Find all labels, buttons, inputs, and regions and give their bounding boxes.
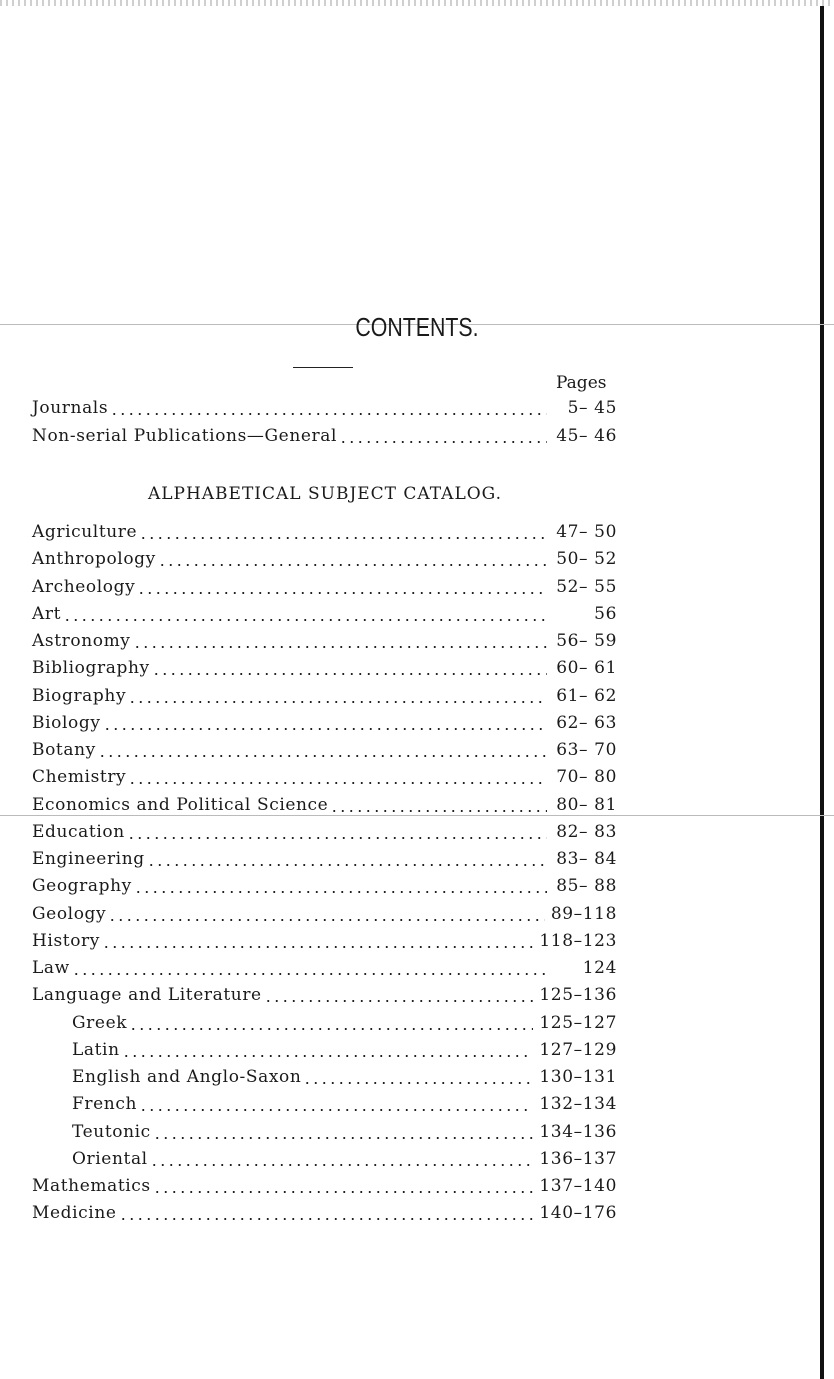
toc-entry-label: Journals xyxy=(32,398,109,418)
dot-leader xyxy=(119,1217,534,1221)
toc-entry[interactable] xyxy=(32,876,617,900)
toc-entry[interactable] xyxy=(32,1176,617,1200)
toc-entry-pages: 83– 84 xyxy=(556,849,617,869)
toc-entry-label: Mathematics xyxy=(32,1176,151,1196)
toc-entry-label: Astronomy xyxy=(32,631,131,651)
toc-subentry[interactable] xyxy=(72,1149,617,1173)
toc-subentry[interactable] xyxy=(72,1094,617,1118)
toc-row-front[interactable] xyxy=(32,426,617,450)
dot-leader xyxy=(129,1027,533,1031)
toc-subentry[interactable] xyxy=(72,1013,617,1037)
toc-entry-pages: 62– 63 xyxy=(556,712,617,733)
title-rule xyxy=(293,367,353,368)
dot-leader xyxy=(63,618,547,622)
toc-entry-label: Language and Literature xyxy=(32,985,262,1006)
toc-entry-pages: 45– 46 xyxy=(556,426,617,446)
page-title: CONTENTS. xyxy=(355,312,479,342)
toc-entry-label: Art xyxy=(32,603,62,624)
toc-entry-label: Non-serial Publications—General xyxy=(32,426,338,446)
dot-leader xyxy=(110,412,547,416)
toc-entry[interactable] xyxy=(32,849,617,873)
toc-entry-label: History xyxy=(32,930,100,951)
toc-entry-pages: 82– 83 xyxy=(556,821,617,842)
dot-leader xyxy=(147,863,547,867)
dot-leader xyxy=(133,645,547,649)
dot-leader xyxy=(98,754,547,758)
toc-entry-pages: 56– 59 xyxy=(556,631,617,651)
toc-entry-pages: 52– 55 xyxy=(556,576,617,597)
toc-entry-pages: 118–123 xyxy=(539,930,617,951)
scan-edge xyxy=(0,0,834,6)
toc-entry[interactable] xyxy=(32,1203,617,1227)
dot-leader xyxy=(128,700,547,704)
toc-entry-label: Biology xyxy=(32,712,101,733)
toc-entry-label: French xyxy=(72,1094,138,1115)
toc-row-front[interactable] xyxy=(32,398,617,422)
toc-entry-pages: 5– 45 xyxy=(567,398,617,418)
toc-entry[interactable] xyxy=(32,686,617,710)
dot-leader xyxy=(103,727,547,731)
dot-leader xyxy=(153,1136,534,1140)
toc-entry[interactable] xyxy=(32,958,617,982)
toc-entry-pages: 70– 80 xyxy=(556,767,617,788)
toc-entry-label: Biography xyxy=(32,685,127,706)
toc-entry[interactable] xyxy=(32,549,617,573)
dot-leader xyxy=(102,945,533,949)
toc-entry-pages: 80– 81 xyxy=(556,794,617,815)
toc-entry-label: Anthropology xyxy=(32,549,156,570)
toc-entry-label: Greek xyxy=(72,1012,128,1033)
dot-leader xyxy=(158,563,547,567)
toc-entry-label: Education xyxy=(32,821,125,842)
toc-entry-pages: 125–136 xyxy=(539,985,617,1006)
dot-leader xyxy=(339,440,547,444)
toc-entry[interactable] xyxy=(32,658,617,682)
toc-entry-pages: 63– 70 xyxy=(556,740,617,760)
toc-entry-pages: 47– 50 xyxy=(556,522,617,542)
toc-entry-pages: 85– 88 xyxy=(556,876,617,897)
dot-leader xyxy=(108,918,545,922)
toc-entry-pages: 137–140 xyxy=(539,1176,617,1196)
dot-leader xyxy=(122,1054,534,1058)
dot-leader xyxy=(127,836,547,840)
dot-leader xyxy=(139,536,547,540)
toc-entry-label: Medicine xyxy=(32,1203,117,1224)
toc-entry[interactable] xyxy=(32,631,617,655)
toc-entry[interactable] xyxy=(32,713,617,737)
toc-entry-pages: 127–129 xyxy=(539,1039,617,1060)
pages-column-header: Pages xyxy=(556,373,607,393)
toc-entry-label: Archeology xyxy=(32,576,136,597)
dot-leader xyxy=(264,999,534,1003)
dot-leader xyxy=(134,890,547,894)
dot-leader xyxy=(303,1081,533,1085)
toc-entry-pages: 134–136 xyxy=(539,1121,617,1142)
dot-leader xyxy=(152,672,547,676)
toc-entry-pages: 89–118 xyxy=(550,903,617,924)
toc-subentry[interactable] xyxy=(72,1040,617,1064)
toc-entry-pages: 136–137 xyxy=(539,1148,617,1169)
toc-entry[interactable] xyxy=(32,795,617,819)
toc-entry[interactable] xyxy=(32,822,617,846)
toc-entry-label: Geology xyxy=(32,903,107,924)
toc-entry-label: Chemistry xyxy=(32,767,127,788)
toc-entry[interactable] xyxy=(32,522,617,546)
toc-entry-label: Economics and Political Science xyxy=(32,794,329,815)
toc-entry-pages: 132–134 xyxy=(539,1094,617,1115)
toc-entry[interactable] xyxy=(32,931,617,955)
toc-entry[interactable] xyxy=(32,904,617,928)
toc-entry-pages: 125–127 xyxy=(539,1012,617,1033)
toc-entry-label: Bibliography xyxy=(32,658,150,679)
dot-leader xyxy=(139,1108,533,1112)
toc-entry[interactable] xyxy=(32,985,617,1009)
toc-entry-label: Oriental xyxy=(72,1148,148,1169)
toc-entry-pages: 56 xyxy=(594,603,617,624)
toc-entry-label: Latin xyxy=(72,1039,120,1060)
toc-entry-pages: 124 xyxy=(582,958,617,978)
section-heading: ALPHABETICAL SUBJECT CATALOG. xyxy=(147,484,503,504)
dot-leader xyxy=(137,591,547,595)
toc-subentry[interactable] xyxy=(72,1122,617,1146)
toc-entry-label: Geography xyxy=(32,876,132,897)
dot-leader xyxy=(150,1163,534,1167)
dot-leader xyxy=(72,972,547,976)
toc-entry-label: Teutonic xyxy=(72,1121,151,1142)
dot-leader xyxy=(153,1190,534,1194)
dot-leader xyxy=(128,781,547,785)
toc-entry[interactable] xyxy=(32,604,617,628)
toc-entry-pages: 60– 61 xyxy=(556,658,617,679)
toc-entry[interactable] xyxy=(32,740,617,764)
dot-leader xyxy=(330,809,547,813)
toc-entry-label: English and Anglo-Saxon xyxy=(72,1067,302,1087)
toc-entry[interactable] xyxy=(32,767,617,791)
toc-entry-label: Botany xyxy=(32,740,96,760)
toc-entry-label: Agriculture xyxy=(32,522,138,542)
toc-entry-pages: 130–131 xyxy=(539,1067,617,1087)
toc-entry-pages: 50– 52 xyxy=(556,549,617,570)
toc-entry[interactable] xyxy=(32,577,617,601)
toc-entry-label: Law xyxy=(32,958,70,978)
toc-entry-pages: 140–176 xyxy=(539,1203,617,1224)
toc-subentry[interactable] xyxy=(72,1067,617,1091)
toc-entry-label: Engineering xyxy=(32,849,145,869)
toc-entry-pages: 61– 62 xyxy=(556,685,617,706)
